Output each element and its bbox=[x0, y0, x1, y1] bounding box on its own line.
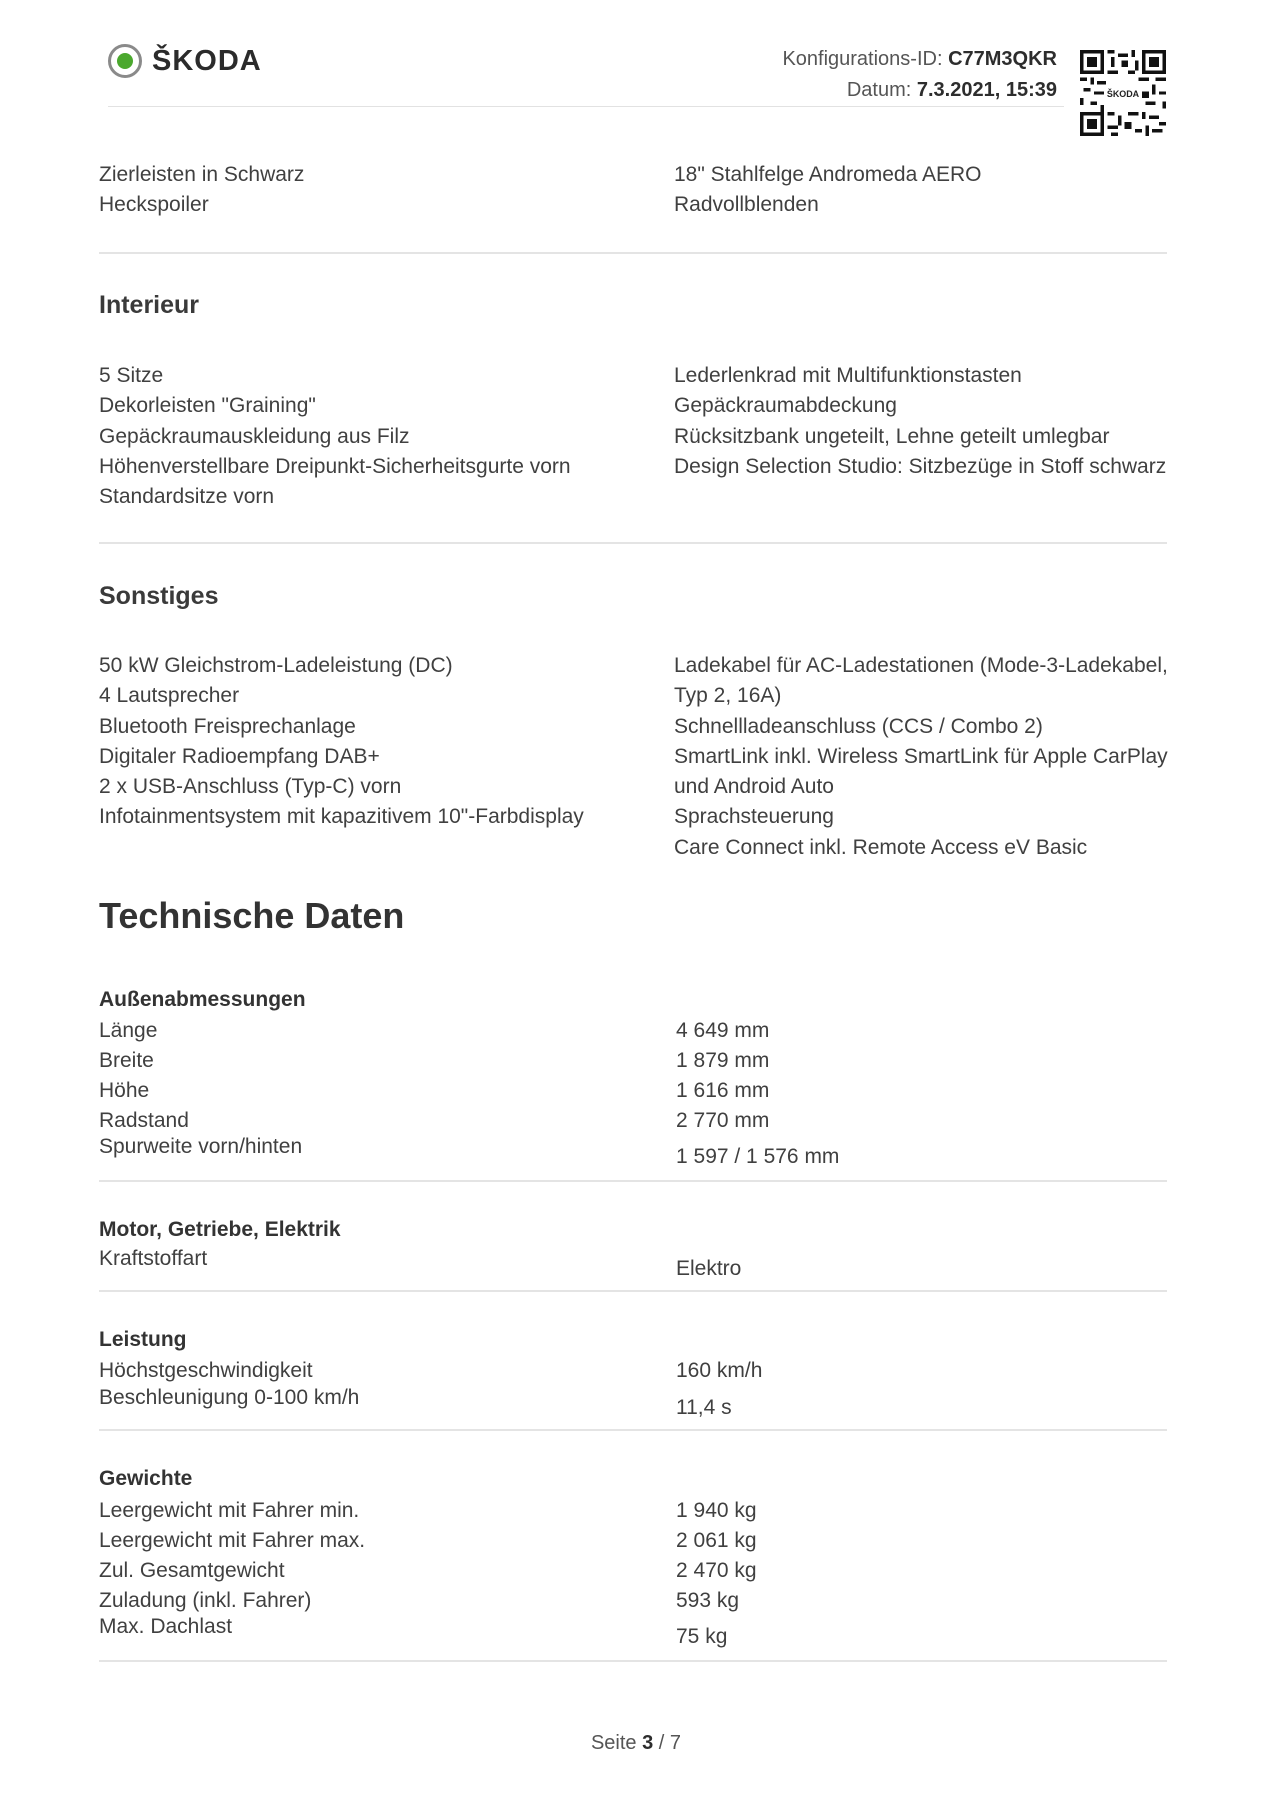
sonstiges-list-right bbox=[674, 651, 1184, 863]
list-item: Schnellladeanschluss (CCS / Combo 2) bbox=[674, 714, 1043, 738]
section-divider bbox=[99, 1429, 1167, 1431]
list-item: Standardsitze vorn bbox=[99, 485, 275, 509]
spec-value: 1 940 kg bbox=[676, 1499, 757, 1522]
list-item: Sprachsteuerung bbox=[674, 805, 834, 829]
list-item: Radvollblenden bbox=[674, 193, 819, 217]
configuration-id-value: C77M3QKR bbox=[948, 48, 1057, 70]
section-title-interieur: Interieur bbox=[99, 291, 200, 319]
list-item: Lederlenkrad mit Multifunktionstasten bbox=[674, 364, 1022, 387]
interieur-list-left bbox=[99, 361, 609, 512]
qr-code-icon bbox=[1080, 50, 1166, 136]
spec-label: Radstand bbox=[99, 1109, 189, 1132]
sonstiges-list-left bbox=[99, 651, 609, 833]
list-item: 50 kW Gleichstrom-Ladeleistung (DC) bbox=[99, 654, 453, 677]
spec-group-title: Gewichte bbox=[99, 1467, 193, 1490]
spec-value: 2 061 kg bbox=[676, 1529, 757, 1552]
spec-label: Zuladung (inkl. Fahrer) bbox=[99, 1589, 312, 1612]
list-item: Ladekabel für AC-Ladestationen (Mode-3-Ladekabel, bbox=[674, 654, 1168, 677]
page-indicator: Seite 3 / 7 bbox=[590, 1732, 682, 1754]
spec-label: Leergewicht mit Fahrer min. bbox=[99, 1499, 360, 1522]
exterior-list-right bbox=[674, 160, 1184, 221]
spec-value: 1 597 / 1 576 mm bbox=[676, 1145, 840, 1168]
list-item: und Android Auto bbox=[674, 775, 834, 799]
spec-label: Kraftstoffart bbox=[99, 1247, 208, 1270]
spec-value: 11,4 s bbox=[676, 1396, 732, 1419]
interieur-list-right bbox=[674, 361, 1184, 482]
list-item: 5 Sitze bbox=[99, 364, 164, 387]
header-divider bbox=[108, 106, 1064, 107]
list-item: SmartLink inkl. Wireless SmartLink für Apple CarPlay bbox=[674, 744, 1168, 768]
list-item: Gepäckraumabdeckung bbox=[674, 394, 897, 418]
spec-value: 75 kg bbox=[676, 1625, 728, 1648]
date: Datum: 7.3.2021, 15:39 bbox=[846, 79, 1057, 101]
spec-label: Breite bbox=[99, 1049, 154, 1072]
list-item: Infotainmentsystem mit kapazitivem 10"-Farbdisplay bbox=[99, 805, 584, 829]
section-divider bbox=[99, 1660, 1167, 1662]
spec-value: 4 649 mm bbox=[676, 1019, 770, 1042]
section-divider bbox=[99, 542, 1167, 544]
list-item: Typ 2, 16A) bbox=[674, 684, 782, 708]
brand-name: ŠKODA bbox=[152, 44, 262, 77]
exterior-list-left bbox=[99, 160, 609, 221]
configuration-id: Konfigurations-ID: C77M3QKR bbox=[782, 48, 1057, 70]
list-item: Gepäckraumauskleidung aus Filz bbox=[99, 424, 410, 448]
date-value: 7.3.2021, 15:39 bbox=[916, 79, 1057, 101]
list-item: Heckspoiler bbox=[99, 193, 209, 217]
spec-value: 160 km/h bbox=[676, 1359, 763, 1382]
spec-value: 2 770 mm bbox=[676, 1109, 770, 1132]
spec-value: 1 616 mm bbox=[676, 1079, 770, 1102]
list-item: Rücksitzbank ungeteilt, Lehne geteilt umlegbar bbox=[674, 424, 1110, 448]
spec-label: Beschleunigung 0-100 km/h bbox=[99, 1386, 360, 1409]
spec-value: 1 879 mm bbox=[676, 1049, 770, 1072]
spec-label: Zul. Gesamtgewicht bbox=[99, 1559, 285, 1582]
list-item: Care Connect inkl. Remote Access eV Basic bbox=[674, 835, 1088, 859]
spec-label: Max. Dachlast bbox=[99, 1615, 233, 1638]
section-divider bbox=[99, 1290, 1167, 1292]
spec-group-title: Außenabmessungen bbox=[99, 988, 306, 1011]
skoda-winged-arrow-icon bbox=[108, 44, 142, 78]
list-item: 2 x USB-Anschluss (Typ-C) vorn bbox=[99, 775, 402, 799]
spec-label: Länge bbox=[99, 1019, 158, 1042]
spec-value: 2 470 kg bbox=[676, 1559, 757, 1582]
section-divider bbox=[99, 1180, 1167, 1182]
section-divider bbox=[99, 252, 1167, 254]
skoda-logo bbox=[108, 44, 262, 78]
list-item: Zierleisten in Schwarz bbox=[99, 163, 305, 186]
list-item: Digitaler Radioempfang DAB+ bbox=[99, 744, 380, 768]
list-item: 4 Lautsprecher bbox=[99, 684, 240, 708]
list-item: Dekorleisten "Graining" bbox=[99, 394, 316, 418]
svg-text:ŠKODA: ŠKODA bbox=[1106, 88, 1140, 99]
list-item: Design Selection Studio: Sitzbezüge in Stoff schwarz bbox=[674, 454, 1167, 478]
section-title-sonstiges: Sonstiges bbox=[99, 582, 219, 610]
spec-label: Höhe bbox=[99, 1079, 150, 1102]
spec-group-title: Motor, Getriebe, Elektrik bbox=[99, 1218, 341, 1241]
page-title-technische-daten: Technische Daten bbox=[99, 895, 405, 936]
spec-label: Leergewicht mit Fahrer max. bbox=[99, 1529, 366, 1552]
page-current: 3 bbox=[642, 1732, 654, 1754]
list-item: Höhenverstellbare Dreipunkt-Sicherheitsgurte vorn bbox=[99, 454, 571, 478]
spec-group-title: Leistung bbox=[99, 1328, 187, 1351]
spec-label: Höchstgeschwindigkeit bbox=[99, 1359, 313, 1382]
spec-value: 593 kg bbox=[676, 1589, 740, 1612]
page-total: 7 bbox=[669, 1732, 682, 1754]
spec-value: Elektro bbox=[676, 1257, 742, 1280]
list-item: 18" Stahlfelge Andromeda AERO bbox=[674, 163, 982, 186]
list-item: Bluetooth Freisprechanlage bbox=[99, 714, 356, 738]
spec-label: Spurweite vorn/hinten bbox=[99, 1135, 303, 1158]
